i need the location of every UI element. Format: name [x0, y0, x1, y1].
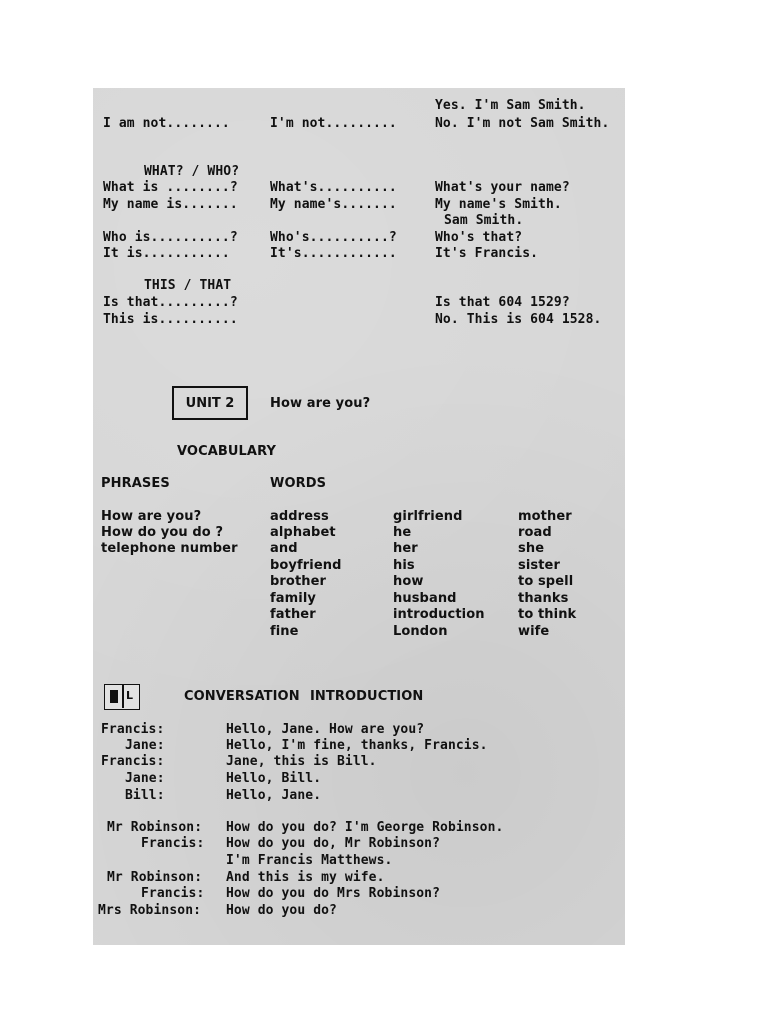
- speaker-name: Bill:: [125, 788, 165, 803]
- word-item: sister: [518, 558, 560, 573]
- what-full: What is ........?: [103, 180, 238, 195]
- who-full: Who is..........?: [103, 230, 238, 245]
- who-short: Who's..........?: [270, 230, 397, 245]
- this-is-example: No. This is 604 1528.: [435, 312, 602, 327]
- what-who-heading: WHAT? / WHO?: [144, 164, 240, 179]
- dialogue-line: How do you do, Mr Robinson?: [226, 836, 441, 851]
- word-item: road: [518, 525, 552, 540]
- name-example-1: My name's Smith.: [435, 197, 562, 212]
- what-example: What's your name?: [435, 180, 570, 195]
- dialogue-line: How do you do Mrs Robinson?: [226, 886, 441, 901]
- word-item: his: [393, 558, 415, 573]
- dialogue-line: Hello, Bill.: [226, 771, 322, 786]
- word-item: father: [270, 607, 316, 622]
- word-item: fine: [270, 624, 299, 639]
- name-short: My name's.......: [270, 197, 397, 212]
- is-that-pattern: Is that.........?: [103, 295, 238, 310]
- word-item: alphabet: [270, 525, 336, 540]
- dialogue-line: Hello, I'm fine, thanks, Francis.: [226, 738, 488, 753]
- it-full: It is...........: [103, 246, 230, 261]
- tape-divider-line: [122, 685, 124, 708]
- is-that-example: Is that 604 1529?: [435, 295, 570, 310]
- dialogue-line: Hello, Jane. How are you?: [226, 722, 425, 737]
- dialogue-line: I'm Francis Matthews.: [226, 853, 393, 868]
- it-short: It's............: [270, 246, 397, 261]
- phrases-heading: PHRASES: [101, 476, 170, 491]
- be-not-short: I'm not.........: [270, 116, 397, 131]
- speaker-name: Francis:: [101, 722, 165, 737]
- word-item: wife: [518, 624, 550, 639]
- word-item: and: [270, 541, 298, 556]
- word-item: family: [270, 591, 316, 606]
- unit-label-box: [172, 386, 248, 420]
- speaker-name: Francis:: [141, 886, 205, 901]
- name-full: My name is.......: [103, 197, 238, 212]
- word-item: she: [518, 541, 545, 556]
- tape-letter: L: [126, 689, 134, 702]
- dialogue-line: How do you do? I'm George Robinson.: [226, 820, 504, 835]
- word-item: introduction: [393, 607, 485, 622]
- speaker-name: Francis:: [141, 836, 205, 851]
- what-short: What's..........: [270, 180, 397, 195]
- this-is-pattern: This is..........: [103, 312, 238, 327]
- word-item: how: [393, 574, 424, 589]
- phrase-item: telephone number: [101, 541, 238, 556]
- speaker-name: Mrs Robinson:: [98, 903, 202, 918]
- tape-block-shape: [110, 690, 118, 703]
- dialogue-line: Jane, this is Bill.: [226, 754, 377, 769]
- speaker-name: Jane:: [125, 771, 165, 786]
- speaker-name: Francis:: [101, 754, 165, 769]
- phrase-item: How are you?: [101, 509, 202, 524]
- conversation-heading: CONVERSATION: [184, 689, 300, 704]
- word-item: he: [393, 525, 412, 540]
- cassette-tape-icon: [104, 684, 140, 710]
- word-item: mother: [518, 509, 572, 524]
- it-example: It's Francis.: [435, 246, 539, 261]
- word-item: London: [393, 624, 448, 639]
- this-that-heading: THIS / THAT: [144, 278, 232, 293]
- word-item: husband: [393, 591, 457, 606]
- dialogue-line: How do you do?: [226, 903, 337, 918]
- be-not-example-yes: Yes. I'm Sam Smith.: [435, 98, 586, 113]
- word-item: her: [393, 541, 418, 556]
- textbook-page: [93, 88, 625, 945]
- vocabulary-heading: VOCABULARY: [177, 444, 277, 459]
- speaker-name: Mr Robinson:: [107, 870, 203, 885]
- word-item: girlfriend: [393, 509, 463, 524]
- word-item: to spell: [518, 574, 574, 589]
- who-example: Who's that?: [435, 230, 523, 245]
- unit-title: How are you?: [270, 396, 371, 411]
- word-item: thanks: [518, 591, 569, 606]
- name-example-2: Sam Smith.: [444, 213, 524, 228]
- unit-label: UNIT 2: [185, 396, 235, 411]
- speaker-name: Mr Robinson:: [107, 820, 203, 835]
- word-item: address: [270, 509, 329, 524]
- be-not-example-no: No. I'm not Sam Smith.: [435, 116, 610, 131]
- phrase-item: How do you do ?: [101, 525, 224, 540]
- conversation-subheading: INTRODUCTION: [310, 689, 424, 704]
- word-item: boyfriend: [270, 558, 342, 573]
- be-not-full: I am not........: [103, 116, 230, 131]
- dialogue-line: Hello, Jane.: [226, 788, 322, 803]
- dialogue-line: And this is my wife.: [226, 870, 385, 885]
- words-heading: WORDS: [270, 476, 327, 491]
- speaker-name: Jane:: [125, 738, 165, 753]
- word-item: to think: [518, 607, 577, 622]
- word-item: brother: [270, 574, 327, 589]
